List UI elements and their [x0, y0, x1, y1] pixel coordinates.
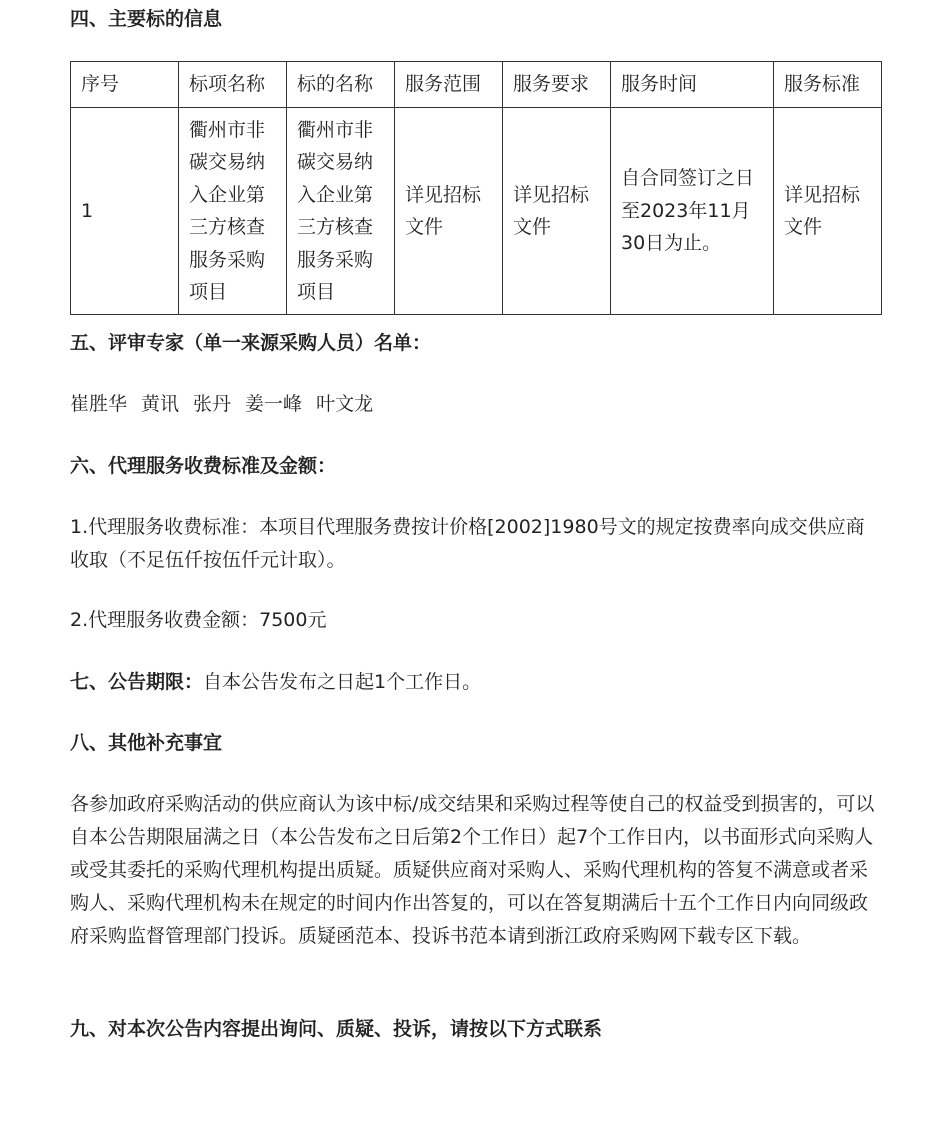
- table-row: [71, 108, 882, 315]
- header-period: 服务时间: [611, 62, 774, 108]
- expert-name: 崔胜华: [70, 393, 128, 415]
- section-8-text: 各参加政府采购活动的供应商认为该中标/成交结果和采购过程等使自己的权益受到损害的，可以自本公告期限届满之日（本公告发布之日后第2个工作日）起7个工作日内，以书面形式向采购人或受其委托的采购代理机构提出质疑。质疑供应商对采购人、采购代理机构的答复不满意或者采购人、采购代理机构未在规定的时间内作出答复的，可以在答复期满后十五个工作日内向同级政府采购监督管理部门投诉。质疑函范本、投诉书范本请到浙江政府采购网下载专区下载。: [70, 793, 875, 947]
- main-items-table: [70, 61, 882, 315]
- fee-amount-text: 2.代理服务收费金额：7500元: [70, 609, 327, 631]
- table-header-row: [71, 62, 882, 108]
- section-6-heading: 六、代理服务收费标准及金额：: [70, 455, 337, 477]
- cell-index: 1: [71, 108, 179, 315]
- cell-requirement: 详见招标文件: [503, 108, 611, 315]
- cell-scope: 详见招标文件: [395, 108, 503, 315]
- header-scope: 服务范围: [395, 62, 503, 108]
- header-standard: 服务标准: [774, 62, 882, 108]
- header-requirement: 服务要求: [503, 62, 611, 108]
- header-subject-name: 标的名称: [287, 62, 395, 108]
- section-5-heading: 五、评审专家（单一来源采购人员）名单：: [70, 332, 432, 354]
- header-item-name: 标项名称: [179, 62, 287, 108]
- fee-standard-text: 1.代理服务收费标准：本项目代理服务费按计价格[2002]1980号文的规定按费率向成交供应商收取（不足伍仟按伍仟元计取）。: [70, 516, 865, 571]
- expert-list: [70, 391, 882, 417]
- expert-name: 姜一峰: [245, 393, 303, 415]
- expert-name: 张丹: [193, 393, 232, 415]
- header-index: 序号: [71, 62, 179, 108]
- section-7-text: 自本公告发布之日起1个工作日。: [203, 671, 482, 693]
- section-4-heading: 四、主要标的信息: [70, 8, 223, 30]
- section-9-heading: 九、对本次公告内容提出询问、质疑、投诉，请按以下方式联系: [70, 1018, 603, 1040]
- section-7-heading: 七、公告期限：: [70, 671, 204, 693]
- section-8-heading: 八、其他补充事宜: [70, 732, 223, 754]
- cell-standard: 详见招标文件: [774, 108, 882, 315]
- section-7-line: [70, 669, 882, 695]
- expert-name: 叶文龙: [316, 393, 374, 415]
- cell-period: 自合同签订之日至2023年11月30日为止。: [611, 108, 774, 315]
- cell-item-name: 衢州市非碳交易纳入企业第三方核查服务采购项目: [179, 108, 287, 315]
- cell-subject-name: 衢州市非碳交易纳入企业第三方核查服务采购项目: [287, 108, 395, 315]
- expert-name: 黄讯: [141, 393, 180, 415]
